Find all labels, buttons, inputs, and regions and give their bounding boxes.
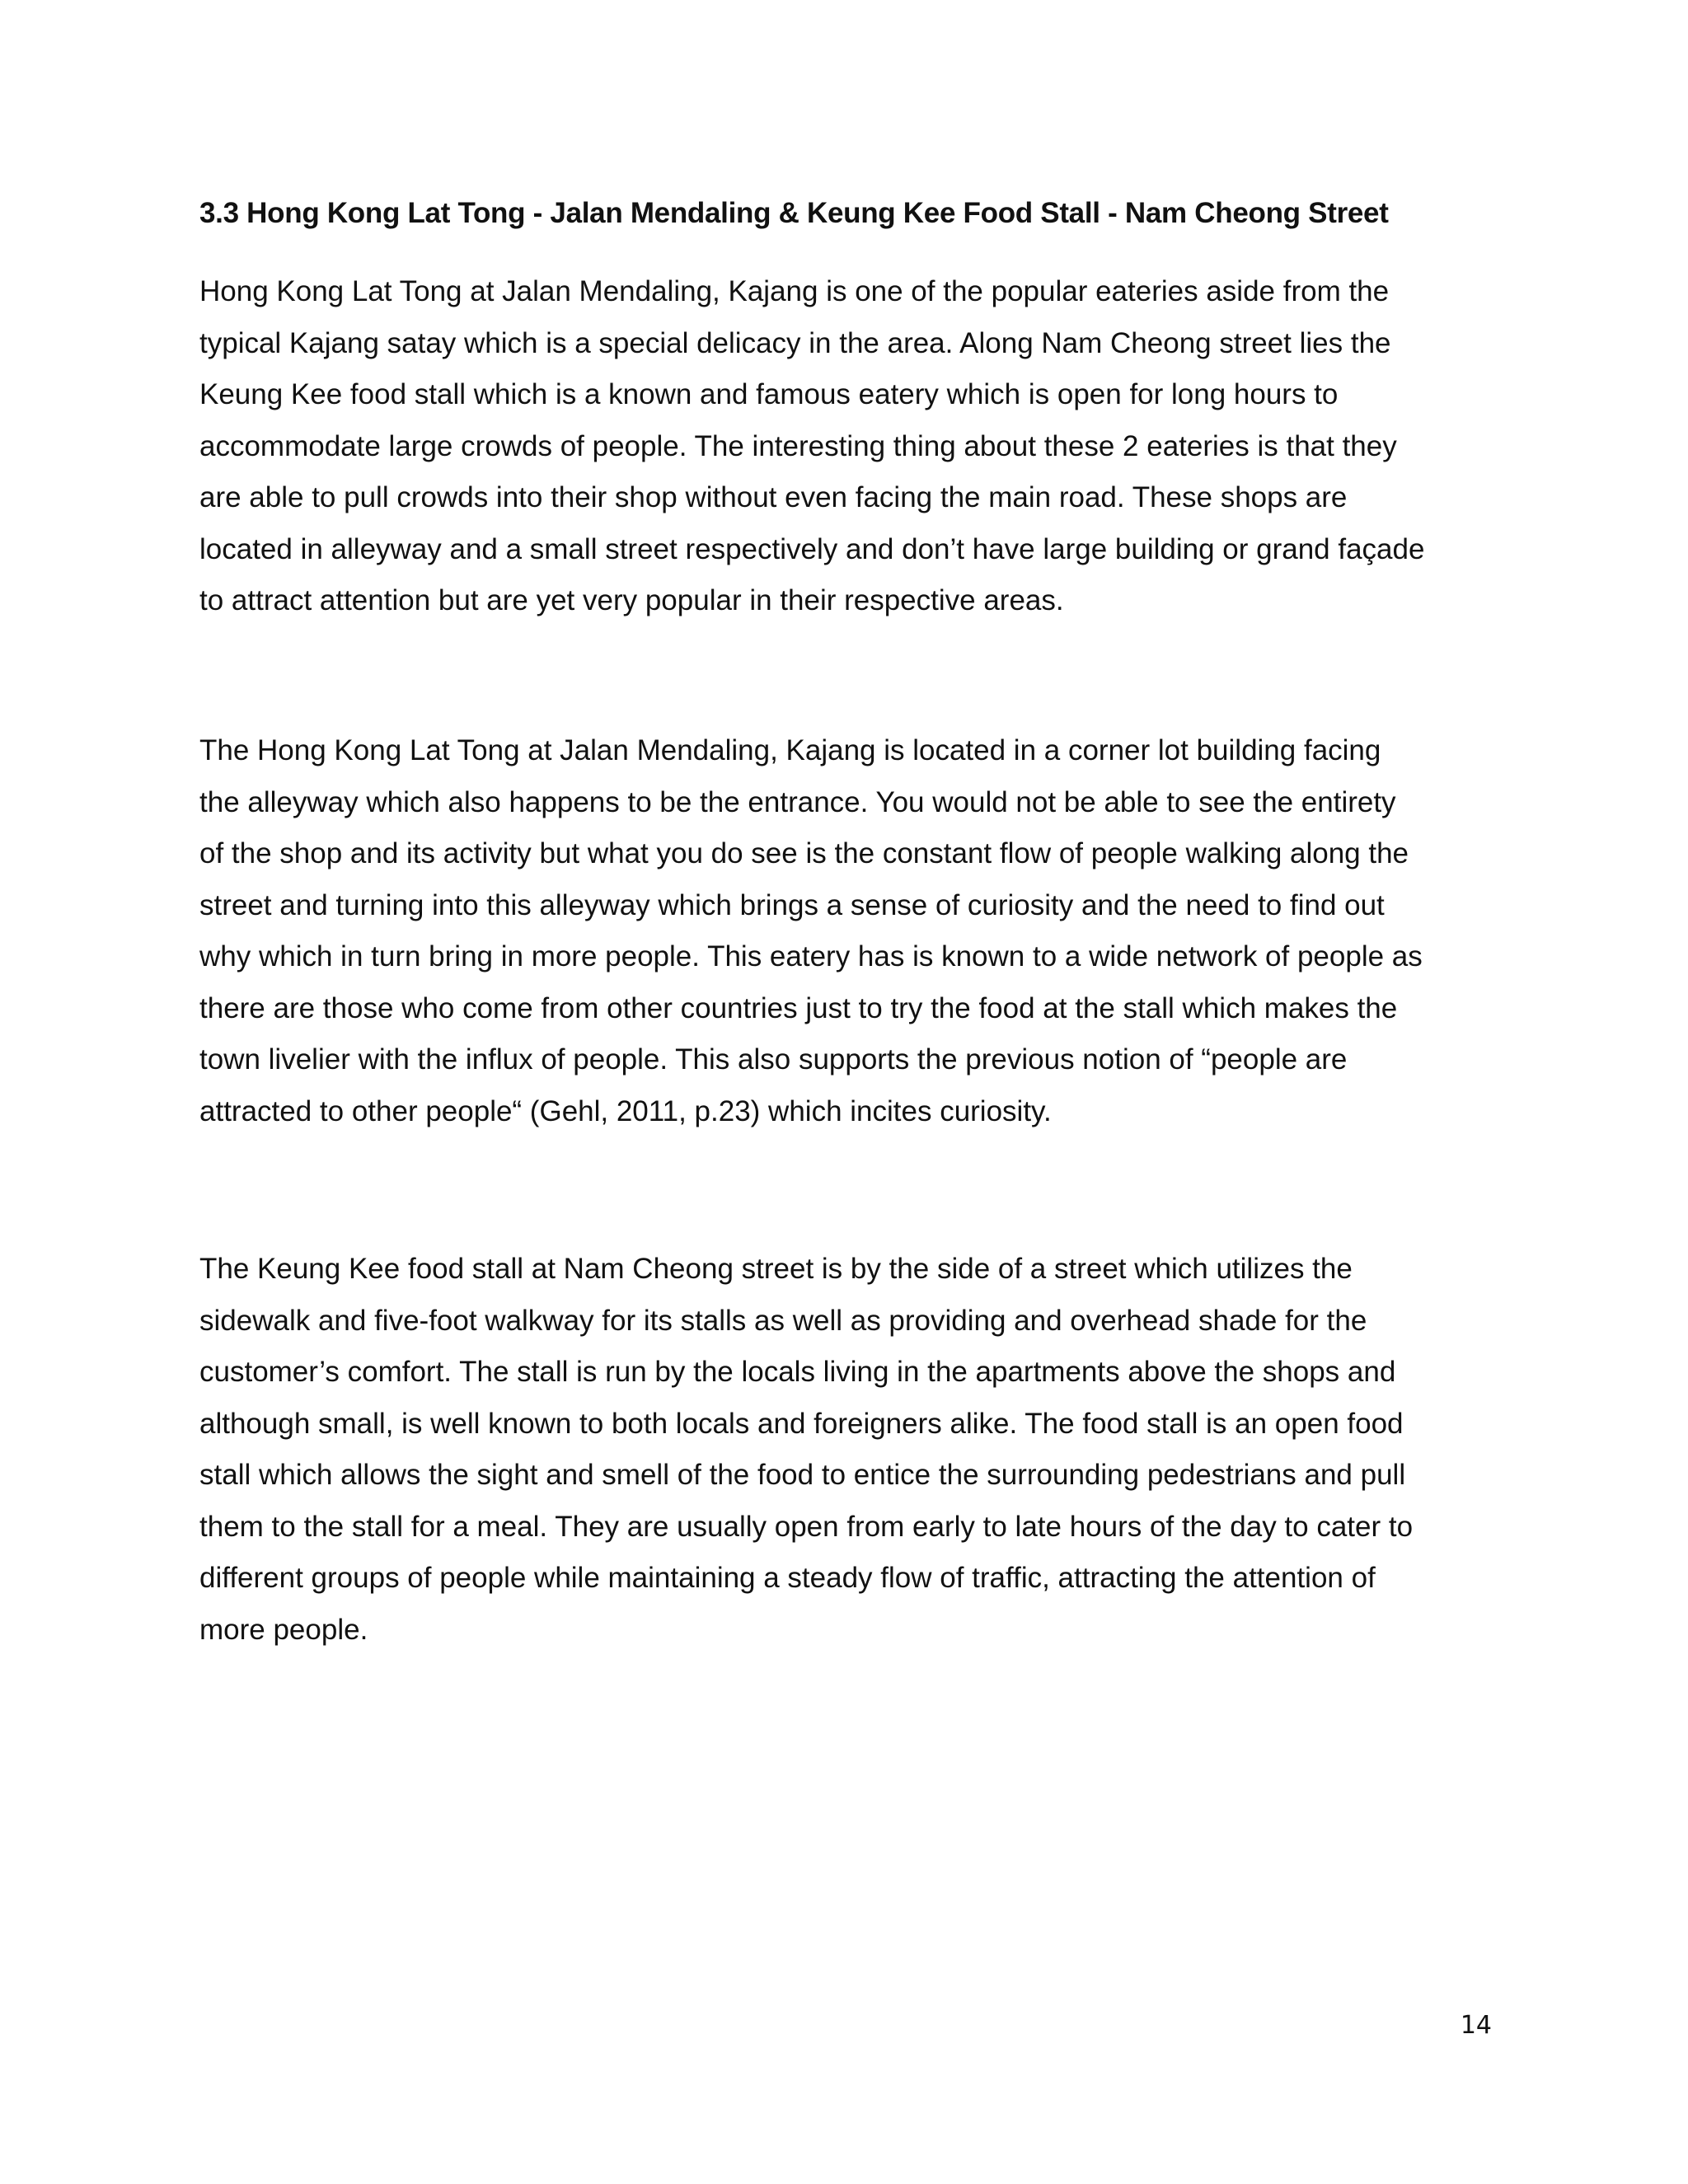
paragraph-line: are able to pull crowds into their shop without even facing the main road. These shops are (199, 481, 1348, 513)
paragraph-line: The Keung Kee food stall at Nam Cheong street is by the side of a street which utilizes the (199, 1253, 1353, 1285)
paragraph-line: stall which allows the sight and smell of the food to entice the surrounding pedestrians and pull (199, 1459, 1406, 1491)
paragraph-line: town livelier with the influx of people. This also supports the previous notion of “people are (199, 1043, 1348, 1076)
paragraph-2 (199, 725, 1502, 1137)
paragraph-line: street and turning into this alleyway which brings a sense of curiosity and the need to find out (199, 888, 1385, 921)
paragraph-line: more people. (199, 1613, 368, 1646)
paragraph-line: located in alleyway and a small street respectively and don’t have large building or grand façade (199, 532, 1425, 565)
paragraph-line: accommodate large crowds of people. The interesting thing about these 2 eateries is that they (199, 429, 1397, 462)
paragraph-line: typical Kajang satay which is a special delicacy in the area. Along Nam Cheong street lies the (199, 326, 1391, 359)
page-number: 14 (1460, 2011, 1492, 2040)
paragraph-line: the alleyway which also happens to be the entrance. You would not be able to see the entirety (199, 785, 1396, 818)
paragraph-line: attracted to other people“ (Gehl, 2011, p.23) which incites curiosity. (199, 1094, 1052, 1127)
paragraph-1 (199, 266, 1502, 627)
paragraph-line: although small, is well known to both locals and foreigners alike. The food stall is an open food (199, 1407, 1404, 1440)
paragraph-line: different groups of people while maintaining a steady flow of traffic, attracting the attention of (199, 1562, 1376, 1594)
paragraph-line: sidewalk and five-foot walkway for its stalls as well as providing and overhead shade for the (199, 1304, 1367, 1337)
paragraph-line: to attract attention but are yet very popular in their respective areas. (199, 584, 1064, 616)
paragraph-line: The Hong Kong Lat Tong at Jalan Mendaling, Kajang is located in a corner lot building facing (199, 734, 1381, 766)
paragraph-line: there are those who come from other countries just to try the food at the stall which makes the (199, 991, 1398, 1024)
paragraph-line: of the shop and its activity but what you do see is the constant flow of people walking along the (199, 837, 1409, 869)
paragraph-line: why which in turn bring in more people. This eatery has is known to a wide network of people as (199, 940, 1423, 972)
paragraph-line: customer’s comfort. The stall is run by the locals living in the apartments above the shops and (199, 1356, 1396, 1388)
paragraph-line: Keung Kee food stall which is a known and famous eatery which is open for long hours to (199, 378, 1339, 410)
paragraph-line: them to the stall for a meal. They are usually open from early to late hours of the day to cater to (199, 1510, 1414, 1543)
section-heading: 3.3 Hong Kong Lat Tong - Jalan Mendaling & Keung Kee Food Stall - Nam Cheong Street (199, 197, 1389, 229)
paragraph-3 (199, 1244, 1502, 1656)
paragraph-line: Hong Kong Lat Tong at Jalan Mendaling, Kajang is one of the popular eateries aside from the (199, 275, 1390, 307)
